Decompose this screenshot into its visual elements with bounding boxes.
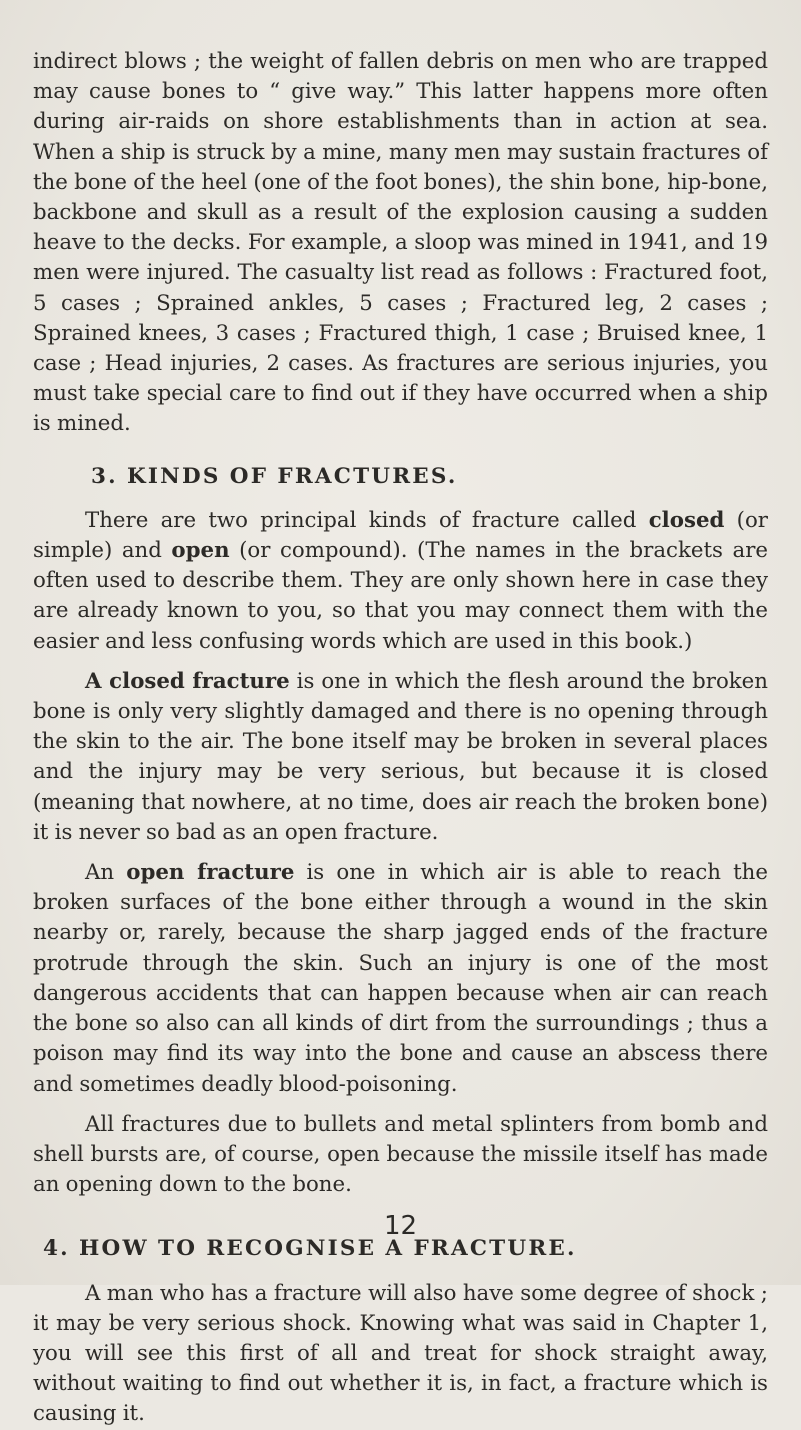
paragraph-open-fracture: An open fracture is one in which air is able to reach the broken surfaces of the bone either through a wound in the skin nearby or, rarely, because the sharp jagged ends of the fracture protrude through the skin. Such an injury is one of the most dangerous accidents that can happen because when air can reach the bone so also can all kinds of dirt from the surroundings ; thus a poison may find its way into the bone and cause an abscess there and sometimes deadly blood-poisoning. bbox=[33, 860, 768, 1097]
term-open: open bbox=[171, 538, 230, 564]
section-heading-how-to-recognise: 4. HOW TO RECOGNISE A FRACTURE. bbox=[43, 1236, 577, 1262]
paragraph-bullets-splinters: All fractures due to bullets and metal splinters from bomb and shell bursts are, of course, open because the missile itself has made an opening down to the bone. bbox=[33, 1111, 768, 1198]
paragraph-shock: A man who has a fracture will also have some degree of shock ; it may be very serious shock. Knowing what was said in Chapter 1, you will see this first of all and treat for shock straight away, without waiting to find out whether it is, in fact, a fracture which is causing it. bbox=[33, 1280, 768, 1427]
term-closed-fracture: A closed fracture bbox=[85, 668, 290, 694]
paragraph-principal-kinds: There are two principal kinds of fracture called closed (or simple) and open (or compound). (The names in the brackets are often used to describe them. They are only shown here in case they are already known to you, so that you may connect them with the easier and less confusing words which are used in this book.) bbox=[33, 507, 768, 654]
page-number: 12 bbox=[383, 1211, 418, 1241]
intro-paragraph: indirect blows ; the weight of fallen debris on men who are trapped may cause bones to “ give way.” This latter happens more often during air-raids on shore establishments than in action at sea. When a ship is struck by a mine, many men may sustain fractures of the bone of the heel (one of the foot bones), the shin bone, hip-bone, backbone and skull as a result of the explosion causing a sudden heave to the decks. For example, a sloop was mined in 1941, and 19 men were injured. The casualty list read as follows : Fractured foot, 5 cases ; Sprained ankles, 5 cases ; Fractured leg, 2 cases ; Sprained knees, 3 cases ; Fractured thigh, 1 case ; Bruised knee, 1 case ; Head injuries, 2 cases. As fractures are serious injuries, you must take special care to find out if they have occurred when a ship is mined. bbox=[33, 49, 768, 437]
paragraph-closed-fracture: A closed fracture is one in which the flesh around the broken bone is only very slightly damaged and there is no opening through the skin to the air. The bone itself may be broken in several places and the injury may be very serious, but because it is closed (meaning that nowhere, at no time, does air reach the broken bone) it is never so bad as an open fracture. bbox=[33, 668, 768, 845]
term-open-fracture: open fracture bbox=[126, 860, 295, 886]
term-closed: closed bbox=[648, 507, 725, 533]
section-heading-kinds-of-fractures: 3. KINDS OF FRACTURES. bbox=[91, 463, 458, 489]
